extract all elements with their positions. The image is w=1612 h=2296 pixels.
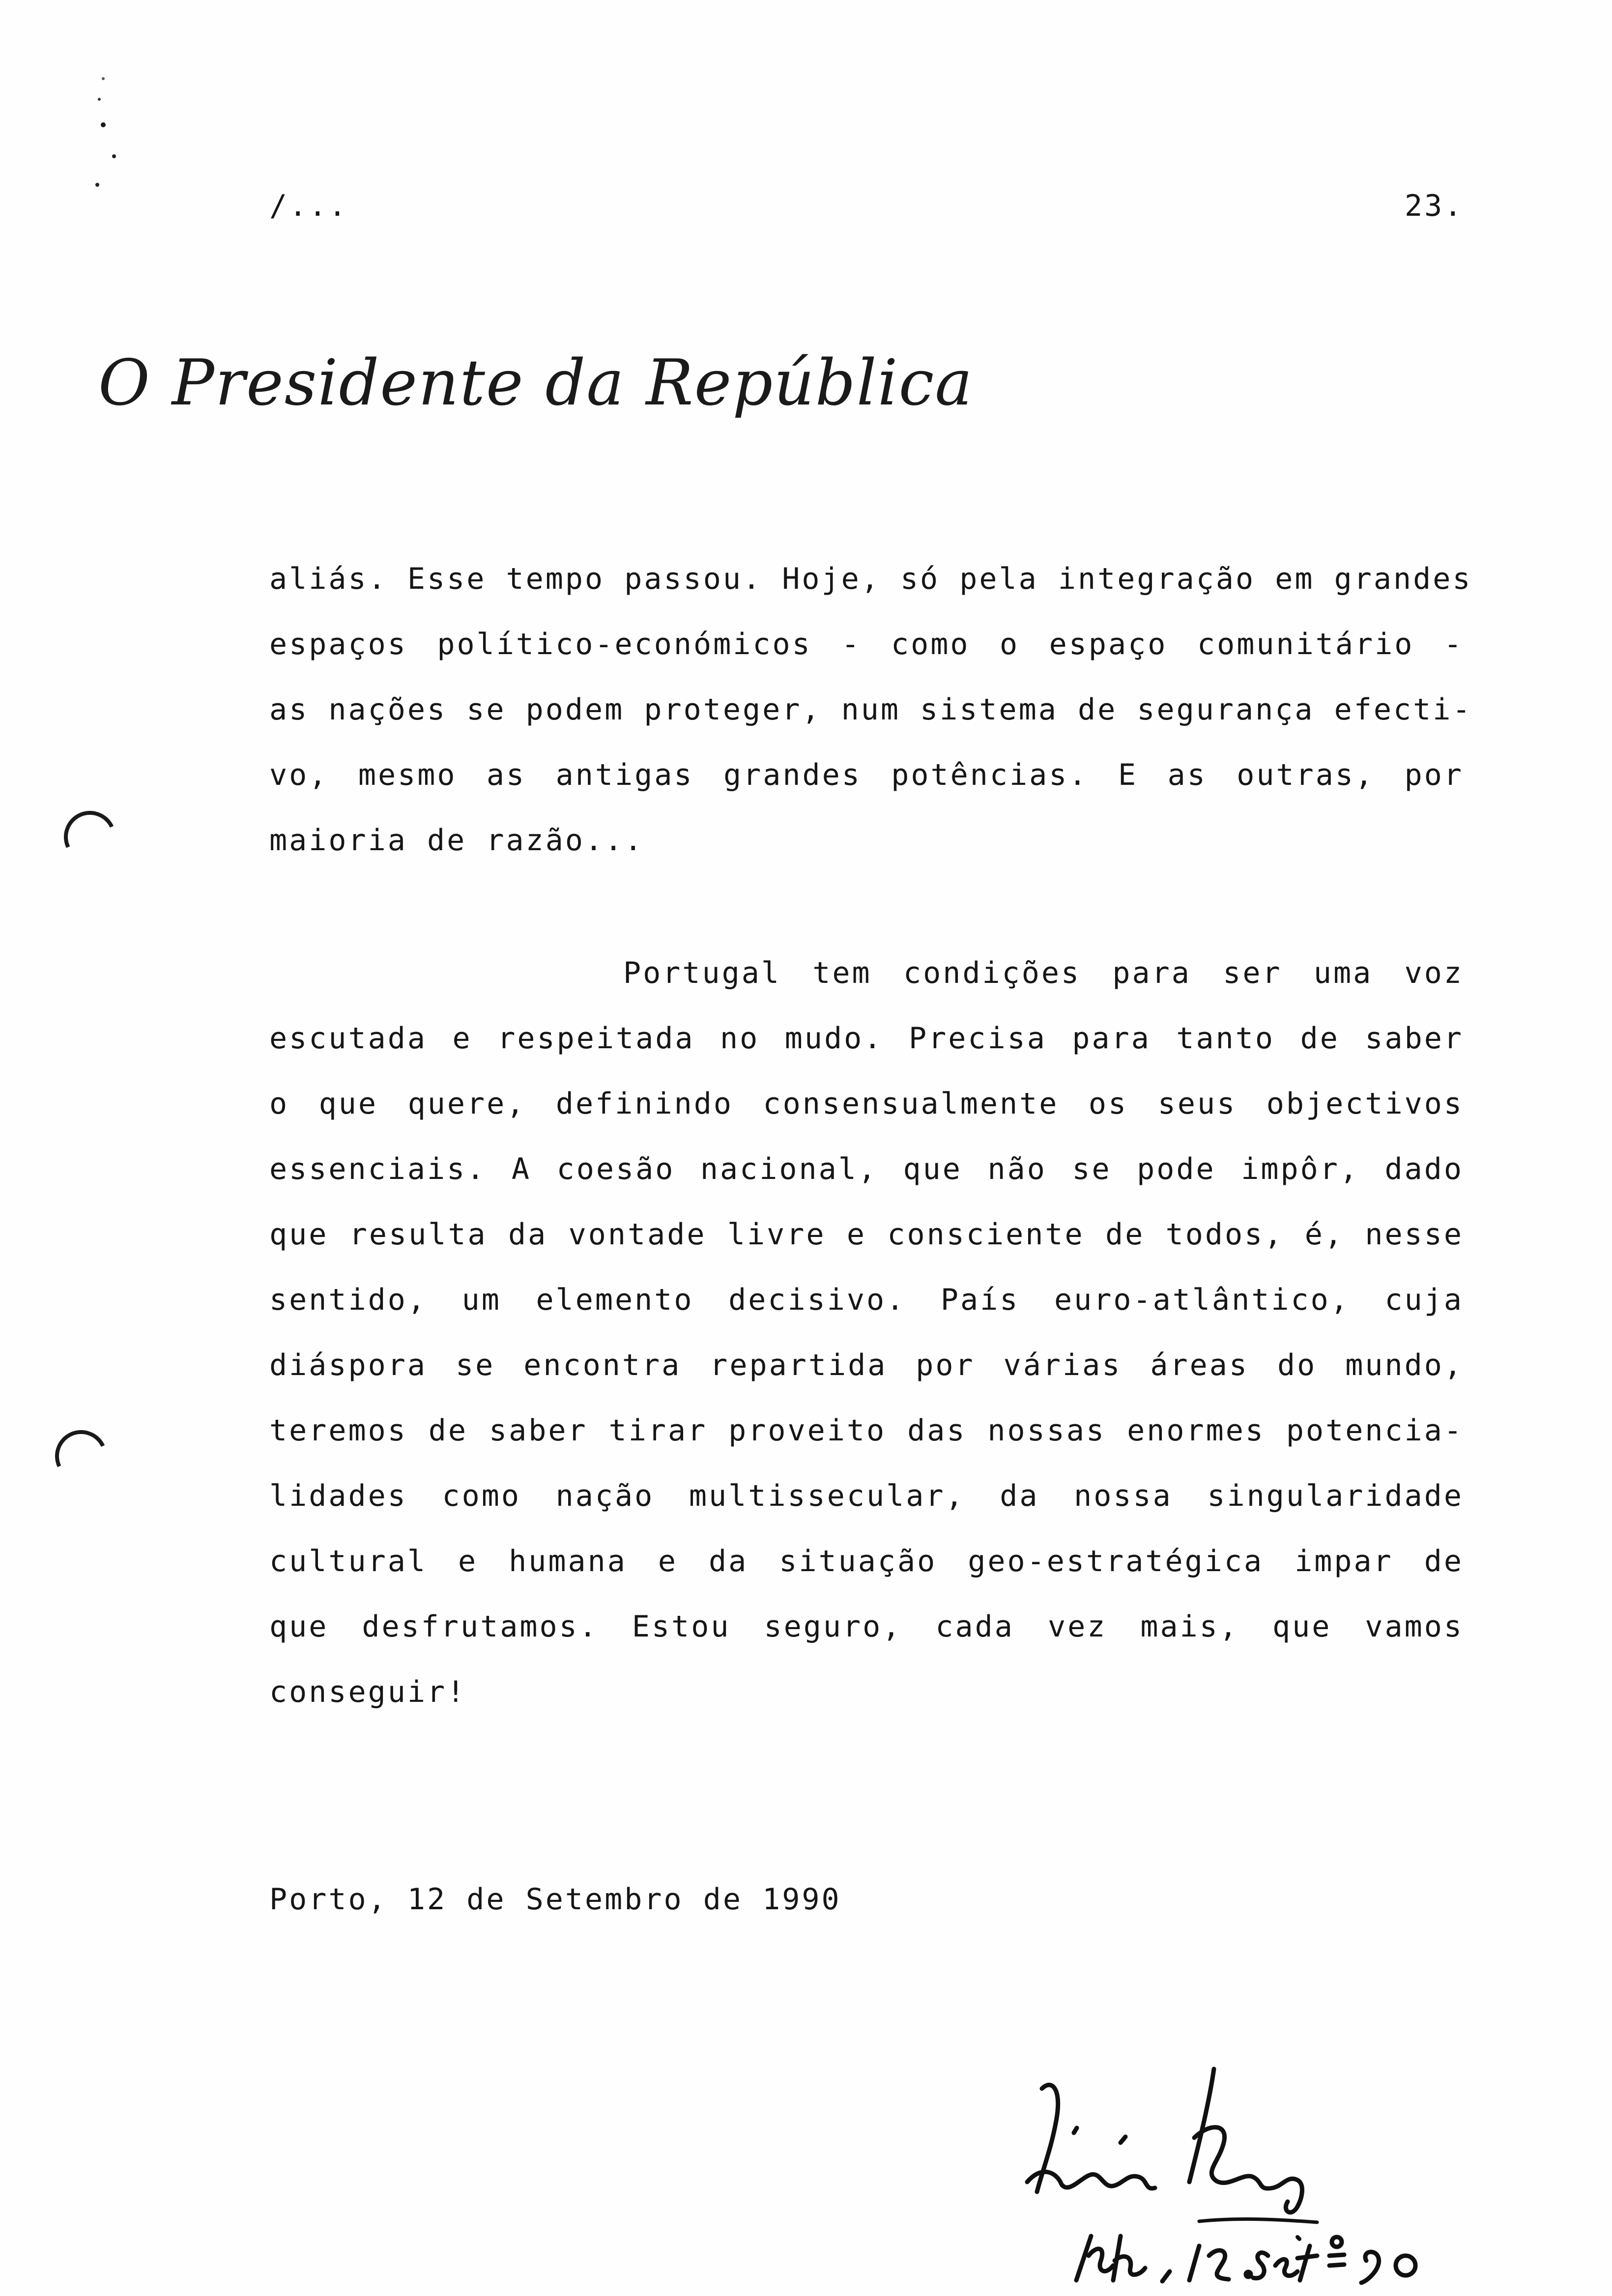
punch-hole-mark (57, 804, 123, 870)
page-number: 23. (1405, 189, 1464, 223)
text-line: lidades como nação multissecular, da nossa singularidade (269, 1479, 1464, 1513)
place-date: Porto, 12 de Setembro de 1990 (269, 1882, 841, 1917)
text-line: essenciais. A coesão nacional, que não se pode impôr, dado (269, 1152, 1464, 1186)
body-paragraph-1 (269, 546, 1472, 873)
text-line: sentido, um elemento decisivo. País euro-atlântico, cuja (269, 1283, 1464, 1317)
continuation-marker: /... (269, 189, 348, 223)
text-line: Portugal tem condições para ser uma voz (623, 956, 1464, 990)
text-line: teremos de saber tirar proveito das nossas enormes potencia- (269, 1413, 1464, 1448)
text-line: cultural e humana e da situação geo-estratégica impar de (269, 1544, 1464, 1578)
text-line: conseguir! (269, 1675, 467, 1709)
letterhead: O Presidente da República (98, 346, 974, 420)
text-line: que resulta da vontade livre e consciente de todos, é, nesse (269, 1217, 1464, 1252)
handwritten-signature (1022, 2059, 1465, 2285)
text-line: vo, mesmo as antigas grandes potências. E as outras, por (269, 758, 1464, 792)
text-line: maioria de razão... (269, 823, 644, 858)
text-line: as nações se podem proteger, num sistema de segurança efecti- (269, 692, 1472, 727)
text-line: aliás. Esse tempo passou. Hoje, só pela integração em grandes (269, 562, 1472, 596)
punch-hole-mark (48, 1423, 115, 1490)
text-line: que desfrutamos. Estou seguro, cada vez mais, que vamos (269, 1609, 1464, 1644)
body-paragraph-2 (269, 941, 1464, 1725)
text-line: escutada e respeitada no mudo. Precisa para tanto de saber (269, 1021, 1464, 1056)
text-line: diáspora se encontra repartida por várias áreas do mundo, (269, 1348, 1464, 1382)
text-line: o que quere, definindo consensualmente os seus objectivos (269, 1087, 1464, 1121)
text-line: espaços político-económicos - como o espaço comunitário - (269, 627, 1464, 661)
margin-specks (88, 74, 128, 201)
